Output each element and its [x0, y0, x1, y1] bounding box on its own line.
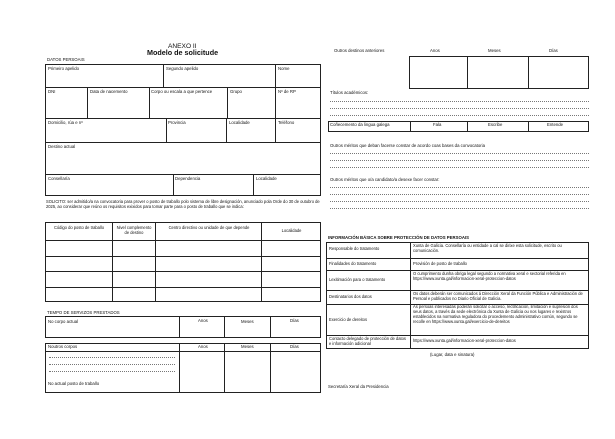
- recipients-value: Os datos deberán ser comunicados á Dirección Xeral da Función Pública e Administración de Persoal e publicados no Diario Oficial de Galicia.: [413, 291, 583, 301]
- addressee: Secretaría Xeral da Presidencia: [328, 384, 389, 389]
- rp-number-field[interactable]: Nº de RP: [278, 89, 296, 94]
- other-days-header: Días: [290, 344, 299, 349]
- services-section-title: TEMPO DE SERVIZOS PRESTADOS: [47, 310, 120, 315]
- dni-field[interactable]: DNI: [48, 89, 56, 94]
- post-table: [45, 222, 321, 302]
- locality-field[interactable]: Localidade: [229, 120, 250, 125]
- recipients-label: Destinatarios dos datos: [329, 294, 372, 299]
- dpo-contact-label: Contacto delegado de protección de datos e información adicional: [329, 336, 406, 346]
- other-months-header: Meses: [241, 344, 254, 349]
- galician-label: Coñecemento da lingua galega: [330, 122, 390, 127]
- destination-locality-field[interactable]: Localidade: [256, 176, 277, 181]
- group-field[interactable]: Grupo: [230, 89, 242, 94]
- destinations-years-header: Anos: [430, 48, 440, 53]
- other-destinations-label: Outros destinos anteriores: [334, 48, 385, 53]
- personal-data-section-title: DATOS PERSOAIS: [47, 57, 85, 62]
- legitimation-label: Lexitimación para o tratamento: [329, 277, 386, 282]
- level-header: Nivel complemento de destino: [116, 225, 152, 235]
- current-corps-table: [45, 316, 321, 338]
- form-title: Modelo de solicitude: [147, 48, 219, 57]
- post-code-header: Código do posto de traballo: [53, 225, 105, 230]
- dependency-field[interactable]: Dependencia: [175, 176, 201, 181]
- request-text: SOLICITO: ser admitido/a na convocatoria para prover o posto de traballo polo sistema de libre designación, anunciado pola Orde do 30 de outubro de 2025, ao considerar que reúno os requisitos exixidos para tomar parte para o posto de traballo que se indica:: [46, 199, 320, 209]
- admin-merits-label: Outros méritos que deban facerse constar de acordo coas bases da convocatoria: [330, 143, 486, 148]
- current-destination-field[interactable]: Destino actual: [48, 144, 76, 149]
- other-corps-label: Noutros corpos: [48, 344, 78, 349]
- galician-speaks-header: Fala: [433, 122, 442, 127]
- controller-value: Xunta de Galicia. Consellaría ou entidade a cal se dirixe esta solicitude, escrito ou comunicación.: [413, 243, 562, 253]
- corps-field[interactable]: Corpo ou escala a que pertence: [151, 89, 213, 94]
- rights-label: Exercicio de dereitos: [329, 317, 367, 322]
- current-months-header: Meses: [241, 319, 254, 324]
- controller-label: Responsable do tratamento: [329, 246, 380, 251]
- other-merits-label: Outros méritos que o/a candidato/a desexe facer constar:: [330, 177, 440, 182]
- current-corps-label: No corpo actual: [48, 319, 79, 324]
- province-field[interactable]: Provincia: [168, 120, 186, 125]
- annex-label: ANEXO II: [168, 43, 197, 50]
- legitimation-value: O cumprimento dunha obriga legal segundo a normativa xeral e sectorial referida en https://www.xunta.gal/informacion-xeral-proteccion-datos: [413, 271, 566, 281]
- dpo-contact-value: https://www.xunta.gal/informacion-xeral-proteccion-datos: [413, 338, 516, 343]
- unit-header: Centro directivo ou unidade de que depende: [168, 225, 250, 230]
- purpose-value: Provisión de posto de traballo: [413, 261, 467, 266]
- current-days-header: Días: [290, 318, 299, 323]
- rights-value: As persoas interesadas poderán solicitar o acceso, rectificación, limitación e supresión dos seus datos, a través da sede electrónica da Xunta de Galicia ou nos lugares e rexistros establecidos na normativa reguladora do procedemento administrativo común, segundo se recolle en https://www.xunta.gal/exercicio-de-dereitos: [413, 304, 578, 324]
- current-post-label: No actual posto de traballo: [48, 381, 100, 386]
- name-field[interactable]: Nome: [278, 66, 290, 71]
- galician-writes-header: Escribe: [488, 122, 503, 127]
- place-date-signature: (Lugar, data e sinatura): [430, 352, 475, 357]
- destinations-table: [409, 56, 589, 89]
- destinations-days-header: Días: [549, 48, 558, 53]
- galician-understands-header: Entende: [547, 122, 564, 127]
- address-field[interactable]: Domicilio, rúa e nº: [48, 120, 83, 125]
- destinations-months-header: Meses: [488, 48, 501, 53]
- first-surname-field[interactable]: Primeiro apelido: [48, 66, 80, 71]
- academic-titles-label: Títulos académicos:: [330, 90, 369, 95]
- ministry-field[interactable]: Consellaría: [48, 176, 70, 181]
- other-years-header: Anos: [198, 344, 208, 349]
- purpose-label: Finalidades do tratamento: [329, 261, 377, 266]
- data-protection-title: INFORMACIÓN BÁSICA SOBRE PROTECCIÓN DE DATOS PERSOAIS: [328, 235, 470, 240]
- birthdate-field[interactable]: Data de nacemento: [90, 89, 128, 94]
- second-surname-field[interactable]: Segundo apelido: [166, 66, 199, 71]
- post-locality-header: Localidade: [281, 228, 302, 233]
- current-years-header: Anos: [198, 318, 208, 323]
- phone-field[interactable]: Teléfono: [278, 120, 295, 125]
